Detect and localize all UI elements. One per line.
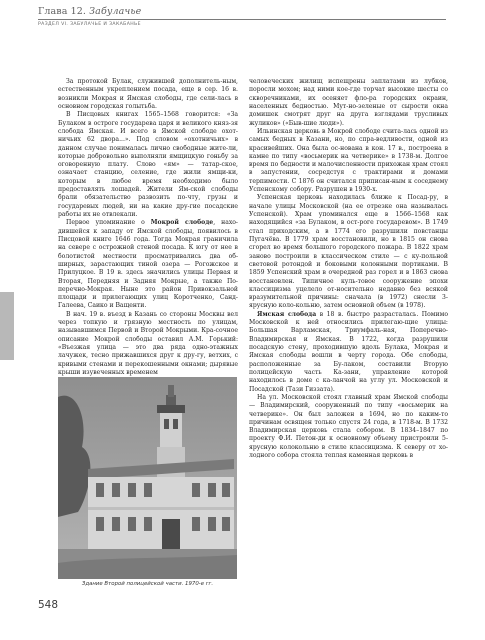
paragraph: Ямская слобода в 18 в. быстро разрасталась. Помимо Московской к ней относились прилегаю-щие улицы: Большая Варламская, Триумфаль-ная, Поперечно-Владимирская и Ямская. В 1722, когда разрушили посадскую стену, проходившую вдоль Булака, Мокрая и Ямская слободы вошли в черту города. Обе слободы, расположенные за Бу-лаком, составили Вторую полицейскую часть Ка-зани, управление которой находилось в доме с ка-ланчой на углу ул. Московской и Посадской (Тази Гиззата). — [249, 310, 448, 393]
paragraph: Ильинская церковь в Мокрой слободе счита-лась одной из самых бедных в Казани, но, по спра-ведливости, одной из красивейших. Она была ос-нована в кон. 17 в., построена в камне по типу «восьмерик на четверике» в 1738-м. Долгое время по бедности и малочисленности прихожан храм стоял в запустении, сосредстуя с трактирами и домами терпимости. С 1876 он считался приписан-ным к соседнему Успенскому собору. Разрушен в 1930-х. — [249, 127, 448, 194]
chapter-heading — [38, 6, 446, 17]
header-rule — [38, 19, 446, 20]
chapter-title: Забулачье — [89, 6, 142, 17]
figure-photo — [58, 377, 237, 579]
figure-caption: Здание Второй полицейской части. 1970-е гг. — [81, 581, 214, 587]
bold-term: Ямская слобода — [257, 310, 317, 318]
paragraph: Первое упоминание о Мокрой слободе, нахо-дившейся к западу от Ямской слободы, появилось в Писцовой книге 1646 года. Тогда Мокрая граничила на севере с острожной стеной посада. К югу от нее в болотистой местности просматривались два об-ширных, зарастающих тиной озера — Рогожское и Прилуцкое. В 19 в. здесь значились улицы Первая и Вторая, Передняя и Задняя Мокрые, а также По-перечно-Мокрая. Ныне это район Привокзальной площади и прилегающих улиц Коротченко, Санд-Галеева, Саико и Ващенти. — [58, 219, 238, 310]
fire-station-photo — [58, 377, 237, 579]
paragraph: человеческих жилищ испещрены заплатами из лубков, поросли мохом; над ними кое-где торчат высокие шесты со скворечниками, их осеняет фло-ра городских окраин, населенных бедностью. Мут-но-зеленые от сырости окна домишек смотрят друг на друга взглядами трусливых жуликов» («Быв-шие люди»). — [249, 78, 448, 127]
chapter-label: Глава 12. — [38, 6, 87, 17]
page-header — [38, 6, 446, 27]
paragraph: За протокой Булак, служившей дополнитель-ным, естественным укреплением посада, еще в сер. 16 в. возникли Мокрая и Ямская слободы, где сели-лась в основном городская голытьба. — [58, 78, 238, 110]
paragraph: На ул. Московской стоял главный храм Ямской слободы — Владимирский, сооруженный по типу «восьмерик на четверике». Он был заложен в 1694, но по каким-то причинам освящен только спустя 24 года, в 1718-м. В 1732 Владимирская церковь стала собором. В 1834–1847 по проекту Ф.И. Петон-ди к основному объему пристроили 5-ярусную колокольню в стиле классицизма. К северу от хо-лодного собора стояла теплая каменная церковь в — [249, 393, 448, 460]
section-label: РАЗДЕЛ VI. ЗАБУЛАЧЬЕ И ЗАКАБАНЬЕ — [38, 22, 141, 27]
paragraph: В Писцовых книгах 1565–1568 говорится: «За Булаком в остроге государева царя и великого княз-зя слобода Ямская. И всего в Ямской слободе охот-ничьих 62 двора...». Под словом «охотничьих» в данном случае понималась лично свободные жите-ли, которые добровольно выполняли ямщицкую гоньбу за оговоренную плату. Слово «ям» — татар-ское, означает станцию, селение, где жили ямщи-ки, которым в любое время необходимо было предоставлять лошадей. Жители Ям-ской слободы брали обязательство развозить по-чту, грузы и государевых людей, ни на какие дру-гие посадские работы их не отвлекали. — [58, 111, 238, 218]
page-number: 548 — [38, 599, 59, 611]
right-column — [249, 78, 448, 460]
left-column — [58, 78, 238, 377]
paragraph: Успенская церковь находилась ближе к Посад-ру, в начале улицы Московской (на ее отрезке она называлась Успенской). Храм упоминался еще в 1566–1568 как находящийся «за Булаком, в ост-роге государевом». В 1749 стал приходским, а в 1774 его разрушили повстанцы Пугачёва. В 1779 храм восстановили, но в 1815 он снова сгорел во время большого городского пожара. В 1822 храм заново построили в классическом стиле — с ку-польной световой ротондой и боковыми колонными портиками. В 1859 Успенский храм в очередной раз горел и в 1863 снова восстановлен. Типичное куль-товое сооружение эпохи классицизма уцелело от-носительно недавно без всякой вразумительной причины: сначала (в 1972) снесли 3-ярусную коло-кольню, затем основной объем (в 1978). — [249, 194, 448, 310]
paragraph: В нач. 19 в. въезд в Казань со стороны Москвы вел через топкую и грязную местность по улицам, называвшимся Первой и Второй Мокрыми. Кра-сочное описание Мокрой слободы оставил А.М. Горький: «Въезжая улица — это два ряда одно-этажных лачужек, тесно прижавшихся друг к дру-гу, ветхих, с кривыми стенами и перекошенными окнами; дырявые крыши изувеченных временем — [58, 310, 238, 376]
thumb-index-tab — [0, 292, 14, 360]
bold-term: Мокрой слободе — [150, 219, 214, 227]
